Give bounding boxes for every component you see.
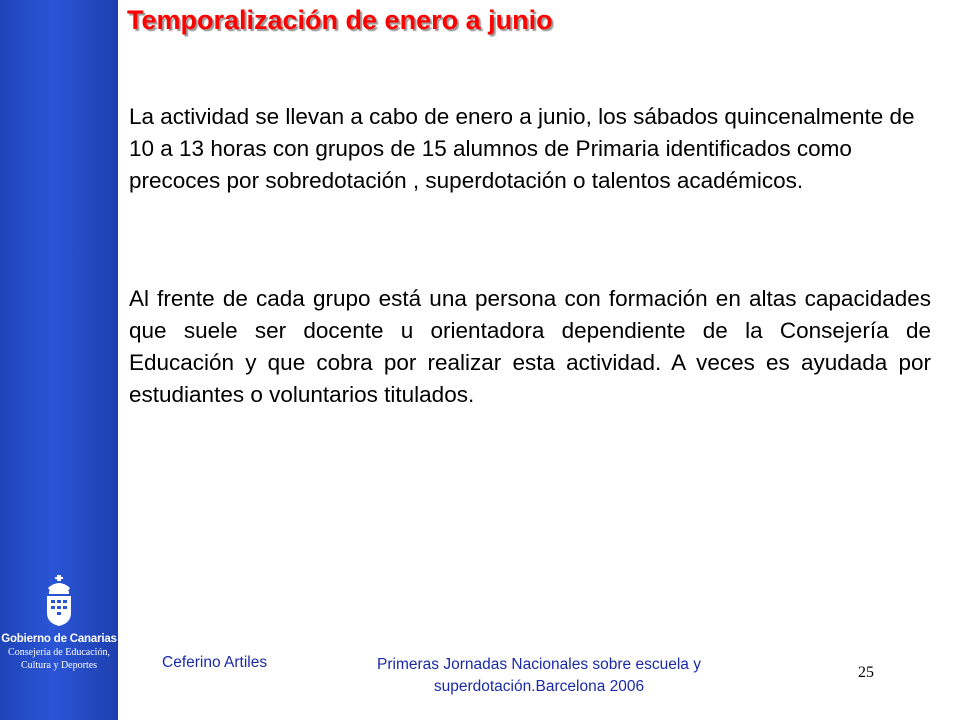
sidebar-band — [0, 0, 118, 720]
paragraph-schedule: La actividad se llevan a cabo de enero a junio, los sábados quincenalmente de 10 a 13 horas con grupos de 15 alumnos de Primaria identificados como precoces por sobredotación , superdotación o talentos académicos. — [129, 104, 915, 193]
footer-author: Ceferino Artiles — [162, 654, 268, 671]
page-number: 25 — [858, 664, 874, 681]
gobierno-canarias-logo — [0, 575, 118, 685]
logo-title: Gobierno de Canarias — [1, 633, 117, 645]
paragraph-staff: Al frente de cada grupo está una persona con formación en altas capacidades que suele ser docente u orientadora dependiente de la Consejería de Educación y que cobra por realizar esta actividad. A veces es ayudada por estudiantes o voluntarios titulados. — [129, 286, 931, 407]
footer-event: Primeras Jornadas Nacionales sobre escuela y superdotación.Barcelona 2006 — [377, 656, 701, 695]
slide-title: Temporalización de enero a junio — [127, 5, 553, 35]
coat-of-arms-icon — [42, 575, 76, 627]
logo-subtitle-2: Cultura y Deportes — [20, 660, 98, 671]
logo-subtitle-1: Consejería de Educación, — [8, 647, 110, 658]
